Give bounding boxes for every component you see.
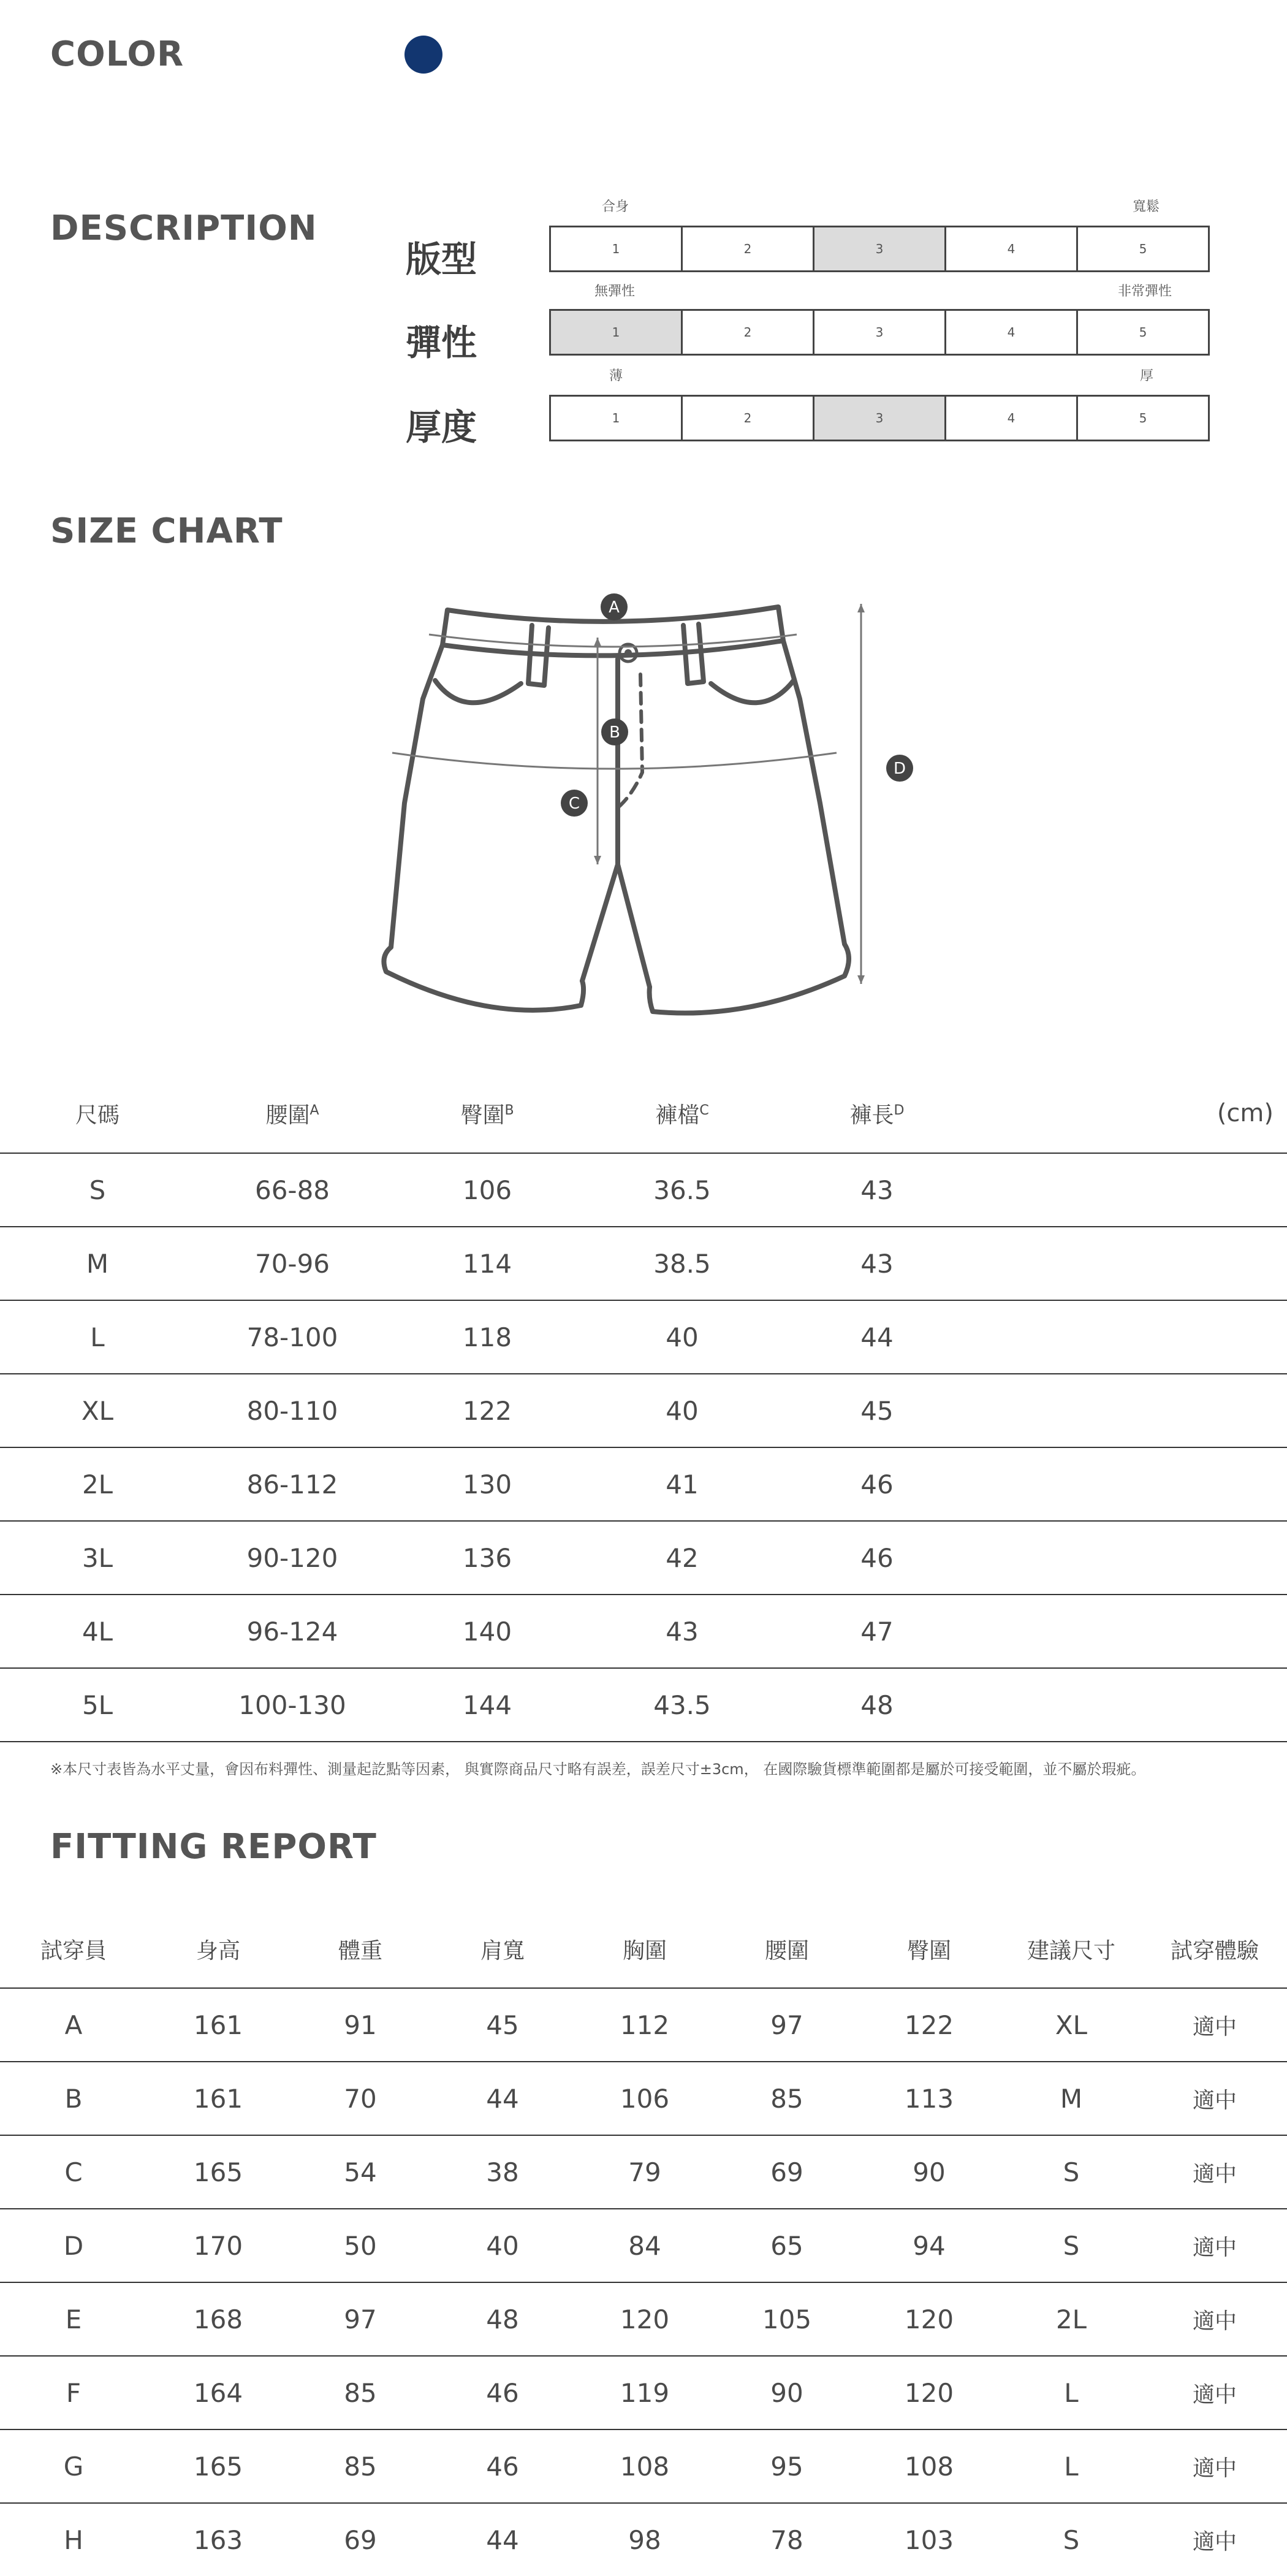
fitting-cell: G: [0, 2429, 147, 2503]
size-cell-empty: [974, 1595, 1287, 1668]
fitting-cell: 適中: [1142, 2429, 1287, 2503]
fitting-cell: 70: [289, 2062, 431, 2135]
fitting-cell: 91: [289, 1988, 431, 2062]
size-cell: 144: [390, 1668, 585, 1742]
scale-right-label: 非常彈性: [1118, 284, 1172, 299]
fitting-cell: 69: [716, 2135, 858, 2209]
size-cell: M: [0, 1227, 195, 1300]
fitting-cell: 106: [574, 2062, 716, 2135]
scale-cell-selected: 3: [813, 227, 944, 270]
scale-left-label: 無彈性: [594, 284, 636, 299]
fitting-cell: 112: [574, 1988, 716, 2062]
scale-cell: 4: [944, 311, 1076, 354]
size-cell: 140: [390, 1595, 585, 1668]
fitting-cell: A: [0, 1988, 147, 2062]
size-table-row: [0, 1227, 1287, 1300]
size-cell: 48: [780, 1668, 974, 1742]
fitting-cell: C: [0, 2135, 147, 2209]
size-cell: L: [0, 1300, 195, 1374]
svg-text:D: D: [893, 760, 906, 778]
scale-cell: 4: [944, 227, 1076, 270]
unit-label: (cm): [974, 1074, 1287, 1153]
fitting-cell: 120: [858, 2356, 1000, 2429]
marker-c: [561, 790, 588, 817]
fitting-cell: 170: [147, 2209, 289, 2282]
size-cell: 114: [390, 1227, 585, 1300]
fitting-cell: S: [1000, 2503, 1142, 2576]
fitting-cell: 98: [574, 2503, 716, 2576]
size-table-row: [0, 1668, 1287, 1742]
size-cell-empty: [974, 1227, 1287, 1300]
fitting-cell: 105: [716, 2282, 858, 2356]
attr-label-elasticity: 彈性: [406, 322, 477, 364]
description-title: DESCRIPTION: [50, 208, 317, 248]
scale-left-label: 合身: [602, 199, 629, 215]
size-cell: 66-88: [195, 1153, 390, 1227]
fitting-cell: L: [1000, 2429, 1142, 2503]
header-hip: 臀圍$^B$: [390, 1074, 585, 1153]
size-cell: 43.5: [585, 1668, 780, 1742]
size-cell: XL: [0, 1374, 195, 1447]
size-cell: 2L: [0, 1447, 195, 1521]
color-swatch-navy[interactable]: [404, 36, 442, 74]
size-cell-empty: [974, 1521, 1287, 1595]
shorts-measurement-diagram: [368, 582, 906, 1030]
scale-cell-selected: 1: [551, 311, 681, 354]
fitting-cell: F: [0, 2356, 147, 2429]
fitting-cell: H: [0, 2503, 147, 2576]
size-table-row: [0, 1447, 1287, 1521]
scale-cell: 2: [681, 227, 813, 270]
fitting-cell: 85: [289, 2429, 431, 2503]
size-table-row: [0, 1521, 1287, 1595]
fitting-cell: M: [1000, 2062, 1142, 2135]
fitting-cell: 85: [716, 2062, 858, 2135]
size-cell: 42: [585, 1521, 780, 1595]
fitting-cell: 適中: [1142, 2062, 1287, 2135]
fitting-cell: E: [0, 2282, 147, 2356]
size-cell: 46: [780, 1521, 974, 1595]
fitting-cell: 79: [574, 2135, 716, 2209]
size-cell: 45: [780, 1374, 974, 1447]
size-cell: 3L: [0, 1521, 195, 1595]
fitting-cell: 46: [431, 2356, 574, 2429]
scale-cell: 2: [681, 397, 813, 440]
fitting-cell: 161: [147, 2062, 289, 2135]
header-length: 褲長$^D$: [780, 1074, 974, 1153]
fitting-header-cell: 身高: [196, 1938, 240, 1964]
attr-label-fit: 版型: [406, 238, 477, 280]
fitting-table: [0, 1910, 1287, 2576]
svg-text:B: B: [609, 723, 620, 742]
size-table-row: [0, 1153, 1287, 1227]
color-title: COLOR: [50, 34, 184, 74]
size-cell: 100-130: [195, 1668, 390, 1742]
rating-scale: [549, 226, 1210, 272]
fitting-cell: 適中: [1142, 2209, 1287, 2282]
size-chart-title: SIZE CHART: [50, 511, 283, 551]
size-cell: 118: [390, 1300, 585, 1374]
svg-text:A: A: [609, 598, 620, 617]
scale-cell: 2: [681, 311, 813, 354]
size-table-row: [0, 1595, 1287, 1668]
fitting-cell: 48: [431, 2282, 574, 2356]
fitting-table-row: [0, 2135, 1287, 2209]
fitting-cell: 65: [716, 2209, 858, 2282]
fitting-cell: D: [0, 2209, 147, 2282]
fitting-header-cell: 試穿體驗: [1170, 1938, 1259, 1964]
size-cell: 70-96: [195, 1227, 390, 1300]
scale-cell: 4: [944, 397, 1076, 440]
size-table: [0, 1074, 1287, 1742]
size-cell: 40: [585, 1374, 780, 1447]
fitting-cell: 103: [858, 2503, 1000, 2576]
header-waist: 腰圍$^A$: [195, 1074, 390, 1153]
fitting-cell: XL: [1000, 1988, 1142, 2062]
scale-cell-selected: 3: [813, 397, 944, 440]
fitting-cell: 適中: [1142, 2135, 1287, 2209]
fitting-cell: 165: [147, 2135, 289, 2209]
size-table-header: [0, 1074, 1287, 1153]
fitting-cell: 適中: [1142, 2503, 1287, 2576]
fitting-header-cell: 建議尺寸: [1027, 1938, 1115, 1964]
scale-left-label: 薄: [609, 368, 623, 384]
scale-right-label: 寬鬆: [1133, 199, 1160, 215]
size-cell: 96-124: [195, 1595, 390, 1668]
fitting-header-cell: 試穿員: [40, 1938, 107, 1964]
fitting-cell: 165: [147, 2429, 289, 2503]
fitting-table-row: [0, 2503, 1287, 2576]
fitting-cell: 45: [431, 1988, 574, 2062]
scale-cell: 5: [1076, 311, 1208, 354]
fitting-cell: 69: [289, 2503, 431, 2576]
fitting-cell: 90: [716, 2356, 858, 2429]
fitting-cell: 40: [431, 2209, 574, 2282]
header-size: 尺碼: [0, 1074, 195, 1153]
fitting-cell: 78: [716, 2503, 858, 2576]
fitting-cell: 38: [431, 2135, 574, 2209]
marker-d: [886, 755, 913, 782]
scale-right-label: 厚: [1140, 368, 1154, 384]
fitting-cell: 120: [858, 2282, 1000, 2356]
fitting-cell: 適中: [1142, 2356, 1287, 2429]
size-cell: 38.5: [585, 1227, 780, 1300]
fitting-table-header: [0, 1910, 1287, 1988]
size-cell: 136: [390, 1521, 585, 1595]
attr-label-thickness: 厚度: [406, 406, 477, 448]
size-cell: 46: [780, 1447, 974, 1521]
fitting-table-row: [0, 2209, 1287, 2282]
fitting-cell: 97: [289, 2282, 431, 2356]
fitting-table-row: [0, 2356, 1287, 2429]
size-cell: 47: [780, 1595, 974, 1668]
fitting-cell: 122: [858, 1988, 1000, 2062]
marker-a: [601, 593, 628, 620]
fitting-cell: 54: [289, 2135, 431, 2209]
scale-cell: 1: [612, 411, 620, 425]
fitting-cell: 90: [858, 2135, 1000, 2209]
fitting-cell: 適中: [1142, 2282, 1287, 2356]
fitting-cell: 120: [574, 2282, 716, 2356]
size-cell: 86-112: [195, 1447, 390, 1521]
size-cell: 36.5: [585, 1153, 780, 1227]
fitting-cell: S: [1000, 2209, 1142, 2282]
fitting-cell: 119: [574, 2356, 716, 2429]
fitting-cell: 163: [147, 2503, 289, 2576]
fitting-cell: 168: [147, 2282, 289, 2356]
fitting-cell: 適中: [1142, 1988, 1287, 2062]
scale-cell: 3: [813, 311, 944, 354]
size-cell: 43: [585, 1595, 780, 1668]
size-cell: 5L: [0, 1668, 195, 1742]
fitting-cell: 113: [858, 2062, 1000, 2135]
size-cell: S: [0, 1153, 195, 1227]
fitting-table-row: [0, 2429, 1287, 2503]
size-cell: 43: [780, 1227, 974, 1300]
fitting-header-cell: 體重: [338, 1938, 382, 1964]
fitting-cell: B: [0, 2062, 147, 2135]
size-cell: 44: [780, 1300, 974, 1374]
fitting-cell: 94: [858, 2209, 1000, 2282]
fitting-cell: 85: [289, 2356, 431, 2429]
size-cell: 122: [390, 1374, 585, 1447]
scale-cell: 5: [1076, 227, 1208, 270]
fitting-cell: 2L: [1000, 2282, 1142, 2356]
size-table-row: [0, 1374, 1287, 1447]
fitting-cell: 95: [716, 2429, 858, 2503]
size-cell: 40: [585, 1300, 780, 1374]
rating-scale: [549, 395, 1210, 441]
size-cell: 41: [585, 1447, 780, 1521]
size-cell-empty: [974, 1668, 1287, 1742]
size-cell: 78-100: [195, 1300, 390, 1374]
fitting-table-row: [0, 2282, 1287, 2356]
fitting-cell: 97: [716, 1988, 858, 2062]
fitting-table-row: [0, 2062, 1287, 2135]
size-cell-empty: [974, 1447, 1287, 1521]
rating-scale: [549, 309, 1210, 356]
size-cell-empty: [974, 1153, 1287, 1227]
size-note: ※本尺寸表皆為水平丈量，會因布料彈性、測量起訖點等因素， 與實際商品尺寸略有誤差，誤差尺寸±3cm， 在國際驗貨標準範圍都是屬於可接受範圍，並不屬於瑕疵。: [50, 1761, 1146, 1778]
fitting-cell: 44: [431, 2503, 574, 2576]
fitting-header-cell: 腰圍: [764, 1938, 809, 1964]
header-rise: 褲檔$^C$: [585, 1074, 780, 1153]
size-cell: 130: [390, 1447, 585, 1521]
fitting-cell: 161: [147, 1988, 289, 2062]
fitting-header-cell: 臀圍: [906, 1938, 951, 1964]
marker-b: [601, 718, 628, 745]
size-cell: 90-120: [195, 1521, 390, 1595]
size-cell: 4L: [0, 1595, 195, 1668]
fitting-table-row: [0, 1988, 1287, 2062]
fitting-header-cell: 肩寬: [480, 1938, 525, 1964]
fitting-report-title: FITTING REPORT: [50, 1827, 377, 1867]
svg-text:C: C: [568, 795, 580, 813]
fitting-cell: S: [1000, 2135, 1142, 2209]
fitting-cell: 50: [289, 2209, 431, 2282]
fitting-cell: 84: [574, 2209, 716, 2282]
fitting-cell: 164: [147, 2356, 289, 2429]
fitting-cell: 46: [431, 2429, 574, 2503]
fitting-cell: 44: [431, 2062, 574, 2135]
size-cell: 106: [390, 1153, 585, 1227]
size-cell-empty: [974, 1300, 1287, 1374]
size-table-row: [0, 1300, 1287, 1374]
fitting-cell: 108: [858, 2429, 1000, 2503]
fitting-cell: L: [1000, 2356, 1142, 2429]
fitting-cell: 108: [574, 2429, 716, 2503]
scale-cell: 1: [612, 242, 620, 256]
fitting-header-cell: 胸圍: [622, 1938, 667, 1964]
size-cell: 43: [780, 1153, 974, 1227]
scale-cell: 5: [1076, 397, 1208, 440]
size-cell-empty: [974, 1374, 1287, 1447]
size-cell: 80-110: [195, 1374, 390, 1447]
